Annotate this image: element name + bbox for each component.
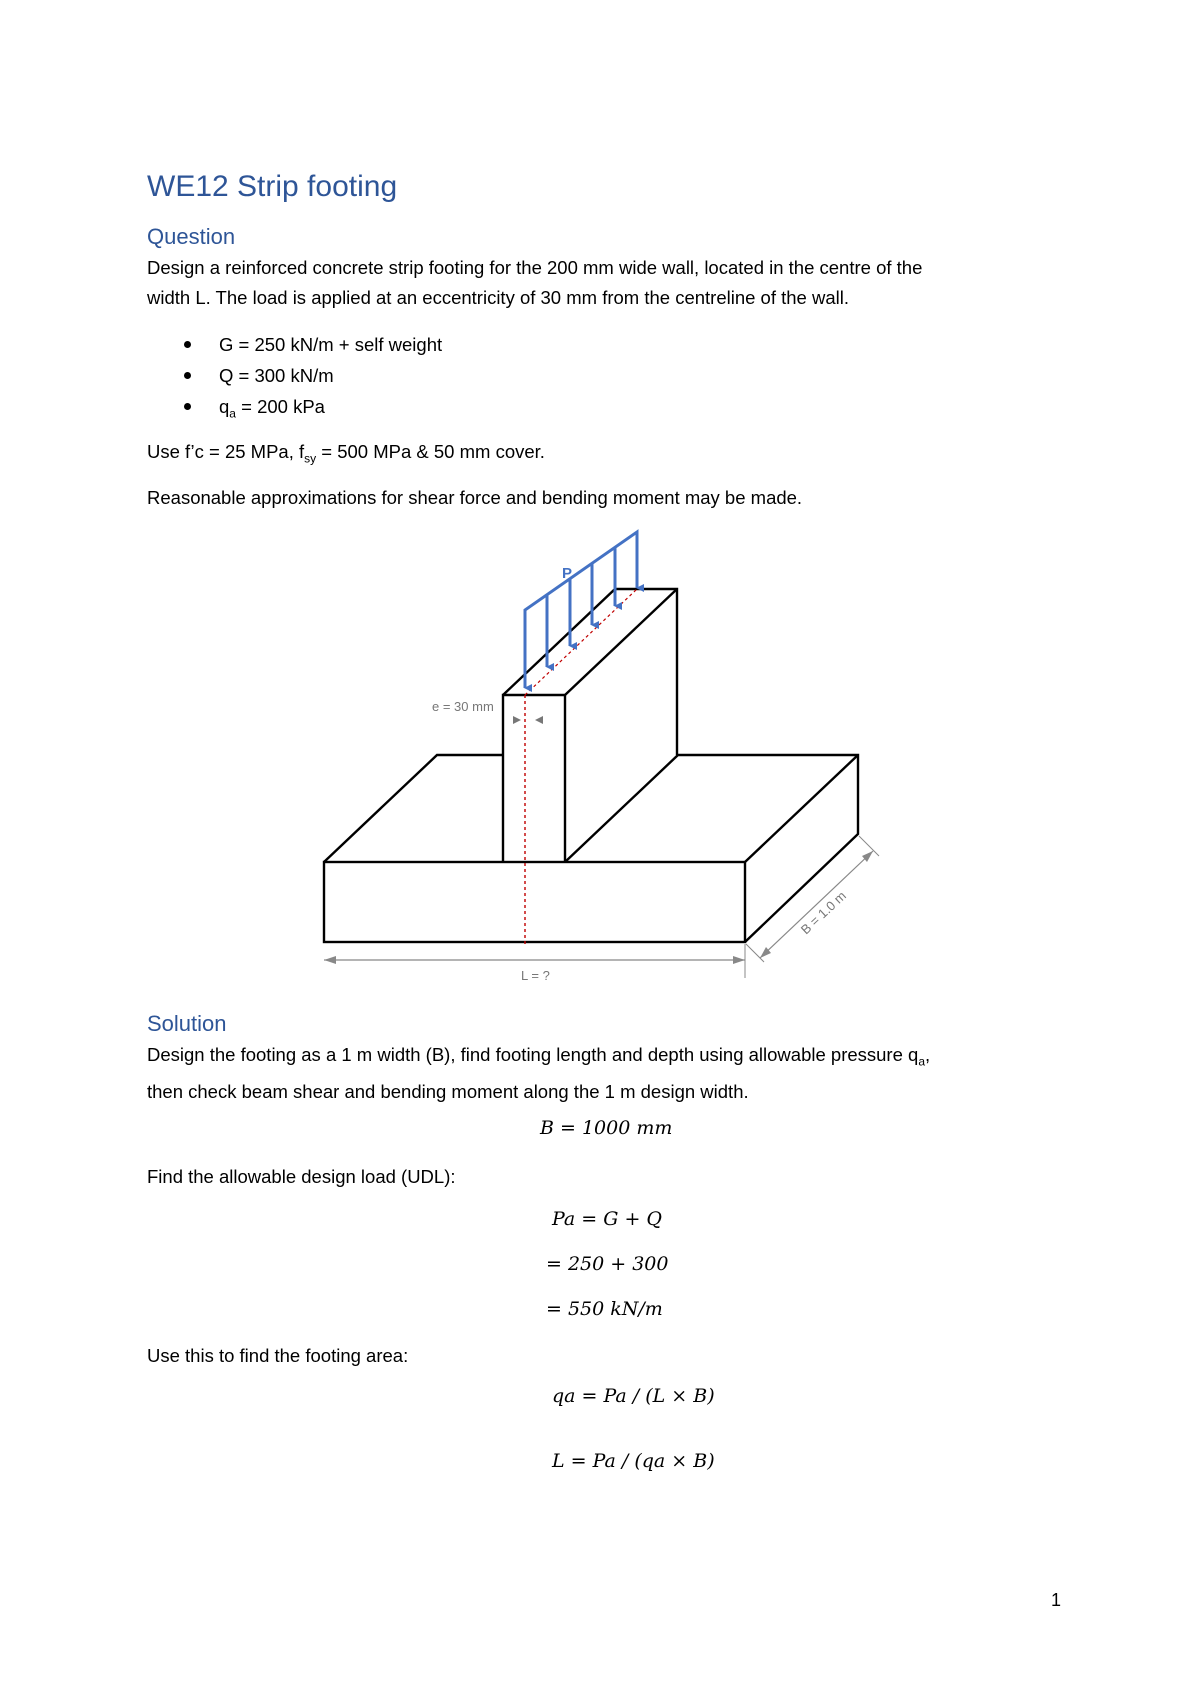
load-frame bbox=[525, 532, 637, 688]
equation-pa-result bbox=[546, 1298, 663, 1320]
bullet-live-load: Q = 300 kN/m bbox=[219, 365, 334, 386]
page-title: WE12 Strip footing bbox=[147, 170, 398, 203]
equation-b-width bbox=[540, 1117, 672, 1139]
distributed-load-p bbox=[525, 532, 637, 688]
solution-heading: Solution bbox=[147, 1011, 227, 1036]
solution-line-1: Design the footing as a 1 m width (B), find footing length and depth using allowable pressure q bbox=[147, 1044, 919, 1065]
bullet-bearing-pressure bbox=[219, 396, 325, 421]
load-label: P bbox=[562, 565, 573, 582]
length-arrow-left bbox=[324, 956, 336, 964]
base-right-front-edge bbox=[745, 755, 858, 862]
wall-front-face bbox=[503, 695, 565, 862]
question-text bbox=[147, 253, 1047, 313]
eccentricity-label: e = 30 mm bbox=[432, 699, 494, 714]
list-item bbox=[147, 391, 442, 430]
base-front-face bbox=[324, 862, 745, 942]
udl-text: Find the allowable design load (UDL): bbox=[147, 1166, 456, 1187]
length-arrow-right bbox=[733, 956, 745, 964]
equation-b-width-text: B = 1000 mm bbox=[540, 1117, 673, 1139]
equation-qa-definition-text: qa = Pa / (L × B) bbox=[552, 1385, 715, 1407]
materials-rest: = 500 MPa & 50 mm cover. bbox=[316, 441, 545, 462]
footing-outline bbox=[324, 589, 858, 942]
width-extension-line bbox=[746, 944, 764, 962]
question-line-2: width L. The load is applied at an eccentricity of 30 mm from the centreline of the wall. bbox=[147, 287, 849, 308]
solution-qa-subscript: a bbox=[918, 1054, 925, 1069]
equation-pa-definition-text: Pa = G + Q bbox=[552, 1208, 663, 1230]
qa-symbol: q bbox=[219, 396, 230, 417]
wall-ridge-edge bbox=[565, 589, 677, 695]
equation-qa-definition bbox=[552, 1385, 715, 1407]
question-heading: Question bbox=[147, 224, 236, 249]
materials-text bbox=[147, 437, 1047, 474]
strip-footing-diagram bbox=[300, 525, 900, 985]
area-text: Use this to find the footing area: bbox=[147, 1345, 409, 1366]
equation-pa-definition bbox=[552, 1208, 662, 1230]
load-list bbox=[147, 329, 442, 430]
equation-l-definition-text: L = Pa / (qa × B) bbox=[552, 1450, 715, 1472]
base-left-top-edge bbox=[324, 755, 503, 862]
solution-line-1-end: , bbox=[925, 1044, 931, 1065]
list-item bbox=[147, 329, 442, 360]
materials-line: Use f’c = 25 MPa, f bbox=[147, 441, 305, 462]
eccentricity-arrow-right bbox=[535, 716, 543, 724]
equation-pa-sum bbox=[546, 1253, 669, 1275]
solution-line-2: then check beam shear and bending moment along the 1 m design width. bbox=[147, 1080, 749, 1102]
approximation-text: Reasonable approximations for shear force and bending moment may be made. bbox=[147, 487, 803, 508]
fsy-subscript: sy bbox=[304, 451, 317, 466]
qa-value: = 200 kPa bbox=[235, 396, 325, 417]
equation-pa-result-text: = 550 kN/m bbox=[546, 1298, 663, 1320]
bullet-dead-load: G = 250 kN/m + self weight bbox=[219, 334, 443, 355]
width-label: B = 1.0 m bbox=[797, 888, 850, 938]
qa-subscript: a bbox=[229, 406, 236, 421]
equation-pa-sum-text: = 250 + 300 bbox=[546, 1253, 669, 1275]
page-number: 1 bbox=[1051, 1590, 1062, 1610]
list-item bbox=[147, 360, 442, 391]
solution-text bbox=[147, 1040, 1047, 1107]
question-line-1: Design a reinforced concrete strip footing for the 200 mm wide wall, located in the centre of the bbox=[147, 257, 923, 278]
equation-l-definition bbox=[552, 1450, 715, 1472]
length-label: L = ? bbox=[521, 968, 550, 983]
width-dimension-line bbox=[760, 851, 873, 958]
